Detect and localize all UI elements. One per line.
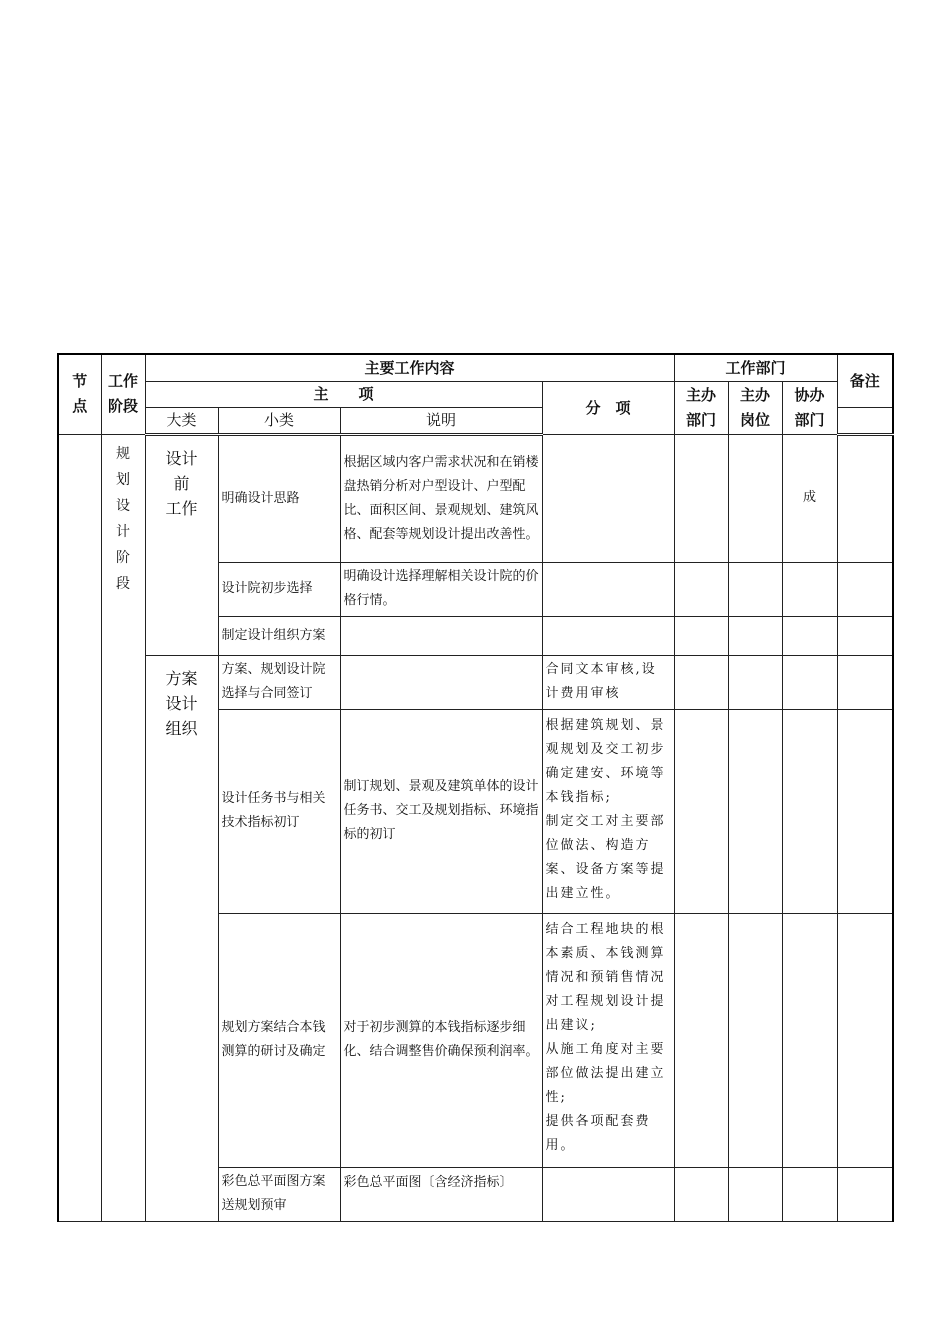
sub-item-cell — [542, 1167, 674, 1221]
sub-item-cell — [542, 616, 674, 655]
category-line: 组织 — [165, 718, 198, 738]
header-description: 说明 — [340, 407, 542, 434]
subcategory-cell: 明确设计思路 — [218, 434, 340, 562]
category-line: 设计 — [165, 693, 198, 713]
phase-char: 段 — [116, 575, 130, 592]
host-dept-cell — [674, 1167, 728, 1221]
phase-cell — [101, 434, 145, 1221]
sub-item-line: 制定交工对主要部位做法、构造方案、设备方案等提出建立性。 — [545, 813, 666, 901]
remark-cell — [837, 1167, 893, 1221]
category-cell — [145, 434, 218, 655]
host-post-cell — [728, 709, 782, 913]
phase-char: 阶 — [116, 549, 130, 566]
host-dept-cell — [674, 562, 728, 616]
category-line: 前 — [173, 473, 190, 493]
host-dept-cell — [674, 913, 728, 1167]
sub-item-line: 合同文本审核,设计费用审核 — [545, 662, 657, 701]
category-line: 方案 — [165, 668, 198, 688]
description-cell: 明确设计选择理解相关设计院的价格行情。 — [340, 562, 542, 616]
header-stage — [101, 354, 145, 434]
host-post-cell — [728, 434, 782, 562]
host-dept-cell — [674, 616, 728, 655]
header-stage-text: 工作 阶段 — [107, 372, 138, 416]
assist-dept-cell — [782, 562, 837, 616]
phase-char: 计 — [116, 523, 130, 540]
sub-item-cell — [542, 709, 674, 913]
category-line: 设计 — [165, 448, 198, 468]
assist-dept-cell: 成 — [782, 434, 837, 562]
header-main-item: 主 项 — [145, 381, 542, 407]
host-dept-cell — [674, 434, 728, 562]
header-category: 大类 — [145, 407, 218, 434]
subcategory-cell: 设计院初步选择 — [218, 562, 340, 616]
category-line: 工作 — [165, 498, 198, 518]
remark-cell — [837, 434, 893, 562]
node-cell — [58, 434, 101, 1221]
subcategory-cell: 方案、规划设计院选择与合同签订 — [218, 655, 340, 709]
sub-item-cell — [542, 434, 674, 562]
assist-dept-cell — [782, 616, 837, 655]
sub-item-cell — [542, 562, 674, 616]
header-host-post — [728, 381, 782, 434]
description-cell: 制订规划、景观及建筑单体的设计任务书、交工及规划指标、环境指标的初订 — [340, 709, 542, 913]
sub-item-line: 从施工角度对主要部位做法提出建立性; — [545, 1041, 666, 1105]
description-cell: 对于初步测算的本钱指标逐步细化、结合调整售价确保预利润率。 — [340, 913, 542, 1167]
header-host-dept-text: 主办 部门 — [686, 385, 717, 429]
host-post-cell — [728, 655, 782, 709]
sub-item-line: 提供各项配套费用。 — [545, 1113, 651, 1153]
host-dept-cell — [674, 709, 728, 913]
sub-item-line: 结合工程地块的根本素质、本钱测算情况和预销售情况对工程规划设计提出建议; — [545, 921, 666, 1033]
header-assist-dept-text: 协办 部门 — [794, 385, 825, 429]
description-cell: 根据区域内客户需求状况和在销楼盘热销分析对户型设计、户型配比、面积区间、景观规划、建筑风格、配套等规划设计提出改善性。 — [340, 434, 542, 562]
host-post-cell — [728, 913, 782, 1167]
host-post-cell — [728, 616, 782, 655]
header-main-content: 主要工作内容 — [145, 354, 674, 381]
sub-item-line: 根据建筑规划、景观规划及交工初步确定建安、环境等本钱指标; — [545, 717, 666, 805]
description-cell: 彩色总平面图〔含经济指标〕 — [340, 1167, 542, 1221]
remark-cell — [837, 709, 893, 913]
header-remark: 备注 — [837, 354, 893, 407]
subcategory-cell: 彩色总平面图方案送规划预审 — [218, 1167, 340, 1221]
subcategory-cell: 设计任务书与相关技术指标初订 — [218, 709, 340, 913]
assist-dept-cell — [782, 709, 837, 913]
remark-cell — [837, 913, 893, 1167]
phase-char: 划 — [116, 471, 130, 488]
remark-cell — [837, 616, 893, 655]
header-remark-blank — [837, 407, 893, 434]
subcategory-cell: 制定设计组织方案 — [218, 616, 340, 655]
description-cell — [340, 616, 542, 655]
assist-dept-cell — [782, 1167, 837, 1221]
assist-dept-cell — [782, 655, 837, 709]
header-sub-item: 分 项 — [542, 381, 674, 434]
host-post-cell — [728, 562, 782, 616]
header-assist-dept — [782, 381, 837, 434]
host-post-cell — [728, 1167, 782, 1221]
header-host-dept — [674, 381, 728, 434]
work-plan-table — [57, 353, 894, 1222]
sub-item-cell — [542, 655, 674, 709]
assist-dept-cell — [782, 913, 837, 1167]
host-dept-cell — [674, 655, 728, 709]
remark-cell — [837, 562, 893, 616]
header-host-post-text: 主办 岗位 — [740, 385, 771, 429]
remark-cell — [837, 655, 893, 709]
header-dept: 工作部门 — [674, 354, 837, 381]
category-cell — [145, 655, 218, 1221]
subcategory-cell: 规划方案结合本钱测算的研讨及确定 — [218, 913, 340, 1167]
header-node — [58, 354, 101, 434]
phase-char: 设 — [116, 497, 130, 514]
header-subcategory: 小类 — [218, 407, 340, 434]
phase-char: 规 — [116, 445, 130, 462]
sub-item-cell — [542, 913, 674, 1167]
description-cell — [340, 655, 542, 709]
header-node-text: 节 点 — [72, 372, 88, 416]
